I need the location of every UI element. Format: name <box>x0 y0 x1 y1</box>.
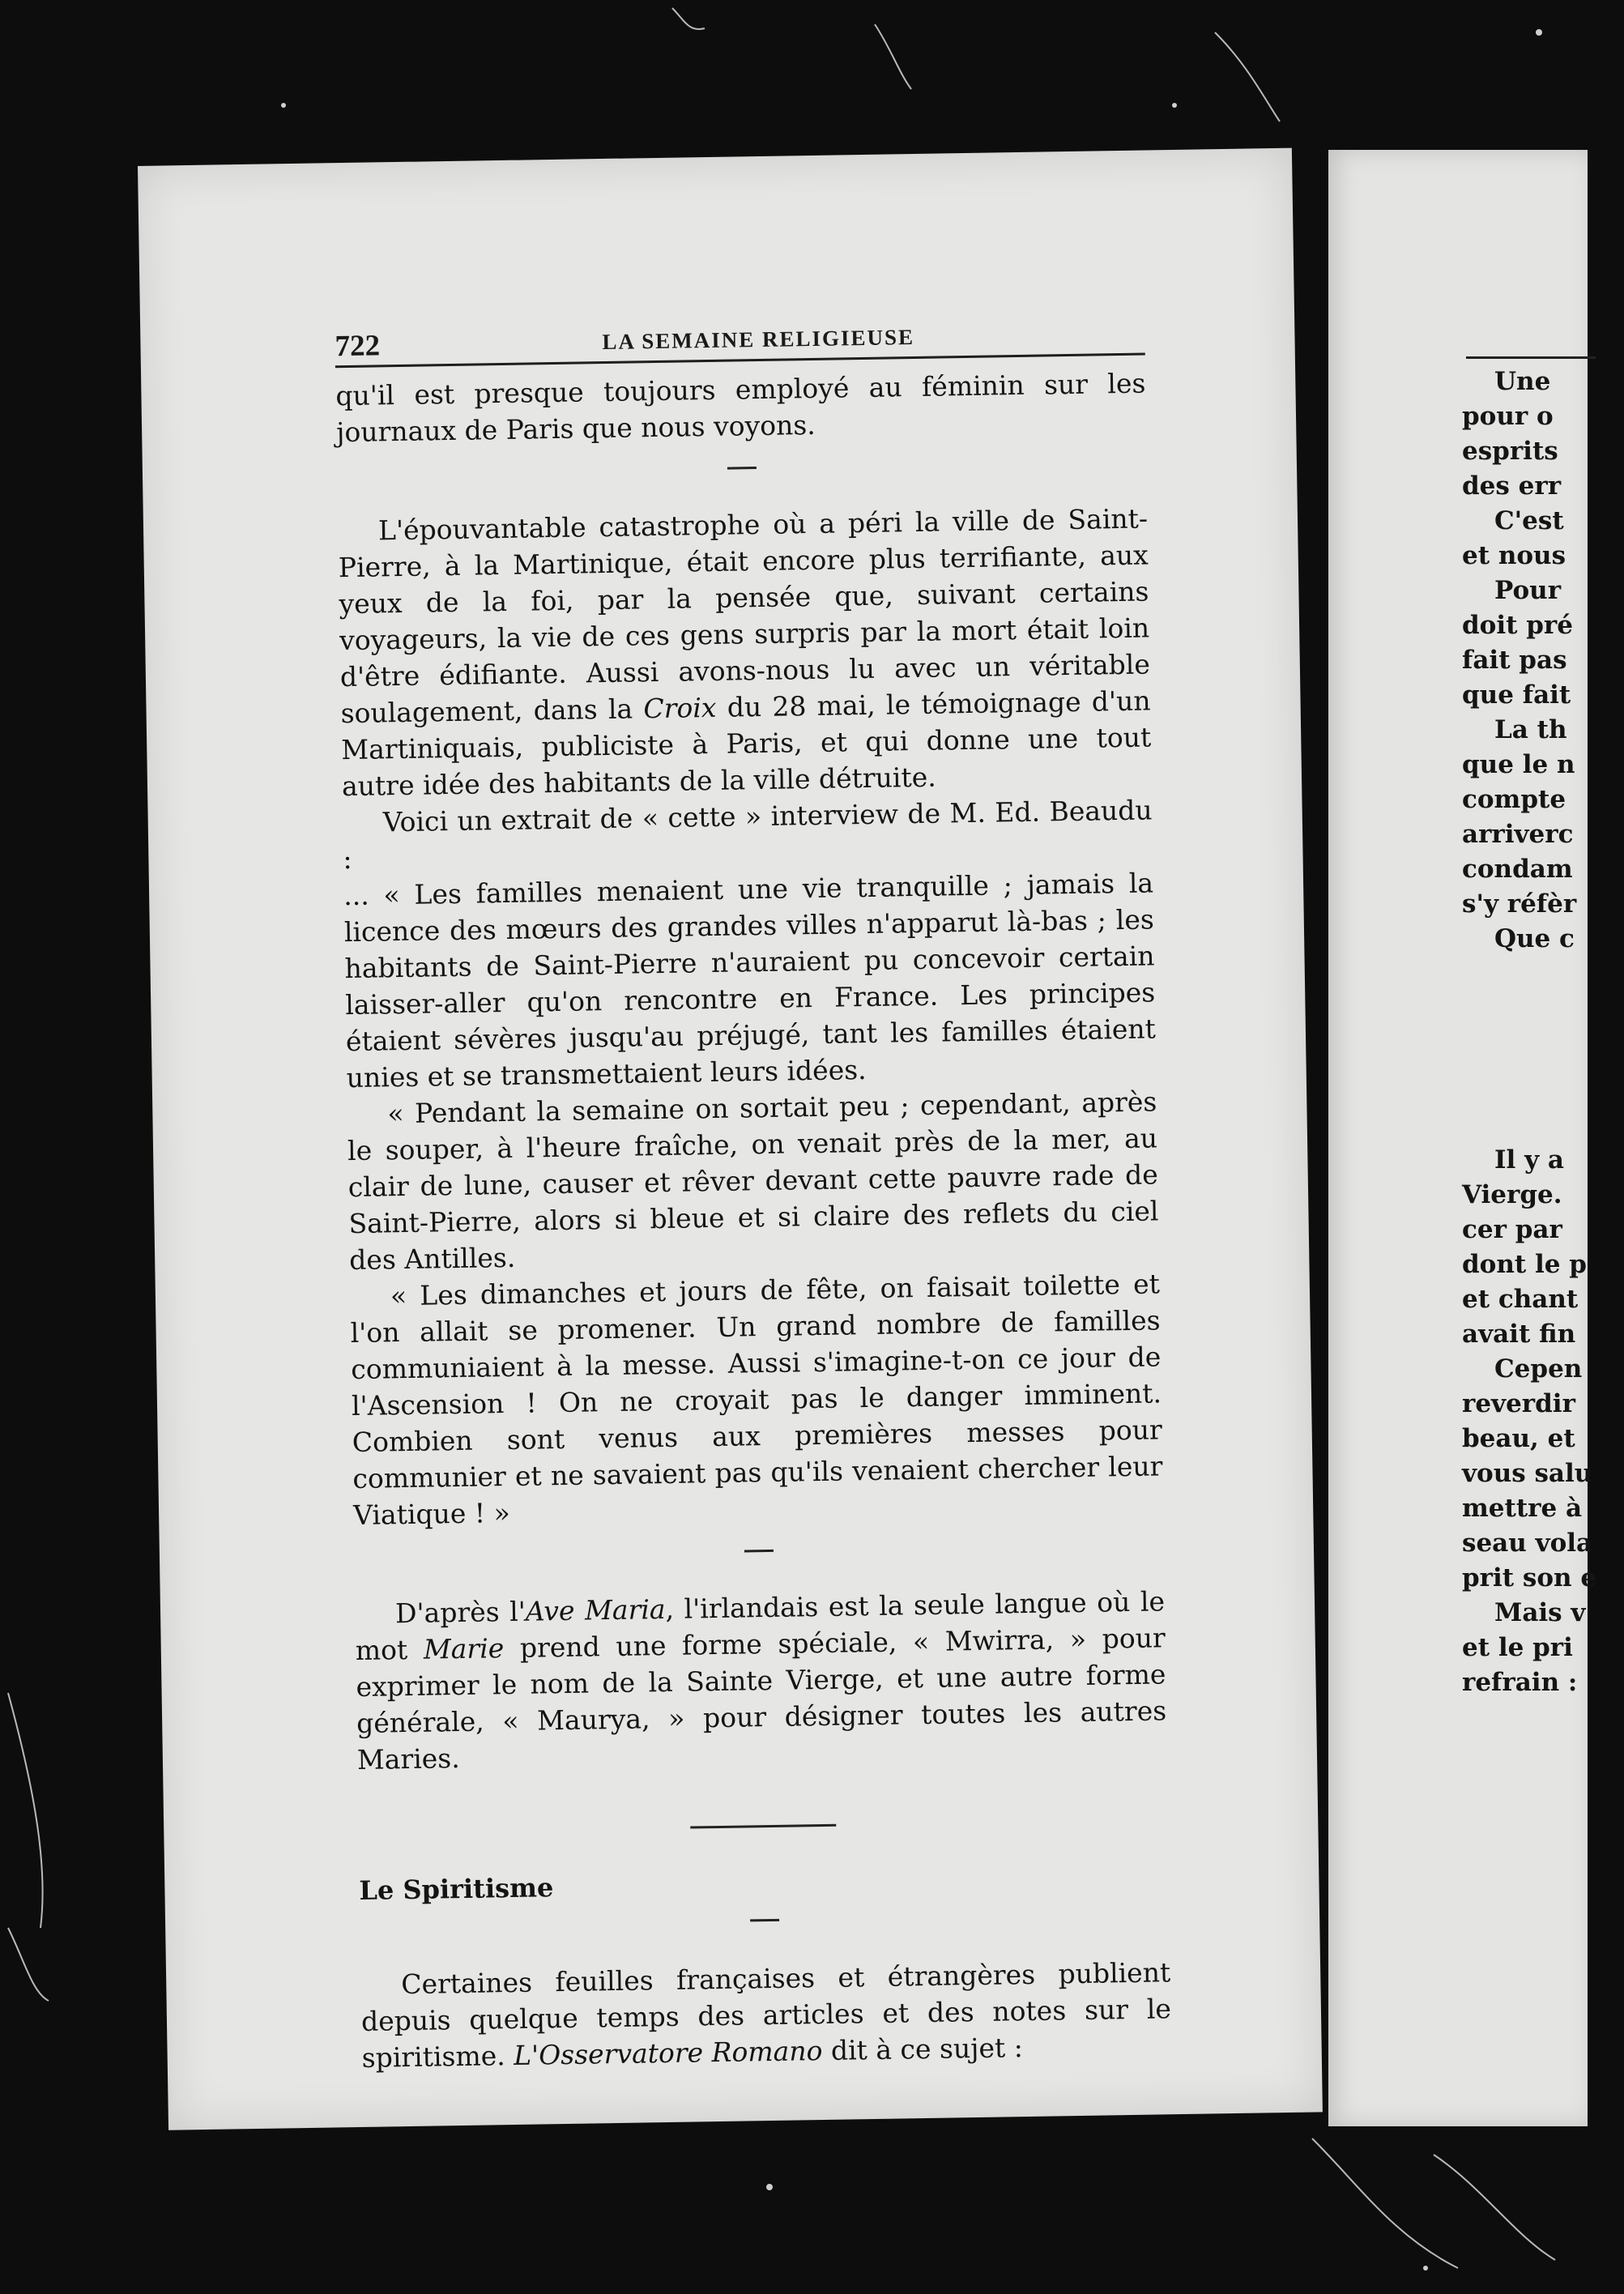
separator-dash <box>750 1919 779 1922</box>
text-fragment: refrain : <box>1462 1668 1578 1697</box>
paragraph: qu'il est presque toujours employé au féminin sur les journaux de Paris que nous voyons. <box>335 367 1146 449</box>
text-fragment: que fait <box>1462 680 1571 710</box>
separator-dash <box>744 1550 774 1553</box>
text-fragment: et chant <box>1462 1285 1579 1314</box>
text-fragment: Que c <box>1494 924 1575 953</box>
text-fragment: vous salu <box>1462 1459 1593 1488</box>
text-fragment: Vierge. <box>1462 1180 1562 1209</box>
section-title: Le Spiritisme <box>359 1872 554 1906</box>
article-body <box>335 365 1172 2075</box>
right-page <box>1328 150 1597 2126</box>
text-fragment: avait fin <box>1462 1320 1576 1349</box>
text-fragment: condam <box>1462 855 1573 884</box>
text-fragment: compte <box>1462 785 1566 814</box>
text-fragment: Une <box>1494 367 1551 396</box>
text-fragment: beau, et <box>1462 1424 1575 1453</box>
text-fragment: arriverc <box>1462 820 1574 849</box>
text-fragment: pour o <box>1462 402 1554 431</box>
text-fragment: esprits <box>1462 437 1558 466</box>
text-fragment: des err <box>1462 471 1562 501</box>
text-fragment: La th <box>1494 715 1567 744</box>
separator-dash <box>727 467 757 470</box>
paragraph: Certaines feuilles françaises et étrangères publient depuis quelque temps des articles et des notes sur le spiritisme. L'Osservatore Romano dit à ce sujet : <box>360 1956 1172 2074</box>
text-fragment: Pour <box>1494 576 1562 605</box>
text-fragment: seau vola <box>1462 1529 1593 1558</box>
page-number: 722 <box>335 329 381 364</box>
text-fragment: que le n <box>1462 750 1575 779</box>
blank-gap <box>1462 957 1624 1143</box>
left-page <box>138 148 1323 2130</box>
text-fragment: et le pri <box>1462 1633 1573 1662</box>
text-fragment: fait pas <box>1462 646 1567 675</box>
quote-paragraph: ... « Les familles menaient une vie tranquille ; jamais la licence des mœurs des grandes villes n'apparut là-bas ; les habitants de Saint-Pierre n'auraient pu concevoir certain laisser-aller qu'on rencontre en France. Les principes étaient sévères jusqu'au préjugé, tant les familles étaient unies et se transmettaient leurs idées. <box>343 867 1157 1094</box>
text-fragment: et nous <box>1462 541 1566 570</box>
quote-paragraph: « Pendant la semaine on sortait peu ; cependant, après le souper, à l'heure fraîche, on venait près de la mer, au clair de lune, causer et rêver devant cette pauvre rade de Saint-Pierre, alors si bleue et si claire des reflets du ciel des Antilles. <box>347 1085 1159 1277</box>
text-fragment: s'y réfèr <box>1462 889 1577 919</box>
right-page-fragments <box>1462 365 1624 1700</box>
section-rule <box>690 1824 836 1829</box>
paragraph: D'après l'Ave Maria, l'irlandais est la seule langue où le mot Marie prend une forme spéciale, « Mwirra, » pour exprimer le nom de la Sainte Vierge, et une autre forme générale, « Maurya, » pour désigner toutes les autres Maries. <box>355 1585 1167 1776</box>
text-fragment: reverdir <box>1462 1389 1575 1418</box>
quote-paragraph: « Les dimanches et jours de fête, on faisait toilette et l'on allait se promener. Un grand nombre de familles communiaient à la messe. Aussi s'imagine-t-on ce jour de l'Ascension ! On ne croyait pas le danger imminent. Combien sont venus aux premières messes pour communier et ne savaient pas qu'ils venaient chercher leur Viatique ! » <box>350 1268 1163 1532</box>
text-fragment: C'est <box>1494 506 1564 535</box>
text-fragment: Cepen <box>1494 1354 1583 1384</box>
header-rule <box>1466 356 1596 359</box>
text-fragment: dont le p <box>1462 1250 1587 1279</box>
paragraph: Voici un extrait de « cette » interview de M. Ed. Beaudu : <box>343 794 1153 876</box>
text-fragment: Mais v <box>1494 1598 1586 1627</box>
running-title: LA SEMAINE RELIGIEUSE <box>602 324 915 355</box>
text-fragment: cer par <box>1462 1215 1562 1244</box>
text-fragment: mettre à <box>1462 1494 1583 1523</box>
paragraph: L'épouvantable catastrophe où a péri la ville de Saint-Pierre, à la Martinique, était encore plus terrifiante, aux yeux de la foi, par la pensée que, suivant certains voyageurs, la vie de ces gens surpris par la mort était loin d'être édifiante. Aussi avons-nous lu avec un véritable soulagement, dans la Croix du 28 mai, le témoignage d'un Martiniquais, publiciste à Paris, et qui donne une tout autre idée des habitants de la ville détruite. <box>338 502 1152 803</box>
text-fragment: Il y a <box>1494 1145 1564 1175</box>
text-fragment: prit son e <box>1462 1563 1597 1593</box>
text-fragment: doit pré <box>1462 611 1573 640</box>
